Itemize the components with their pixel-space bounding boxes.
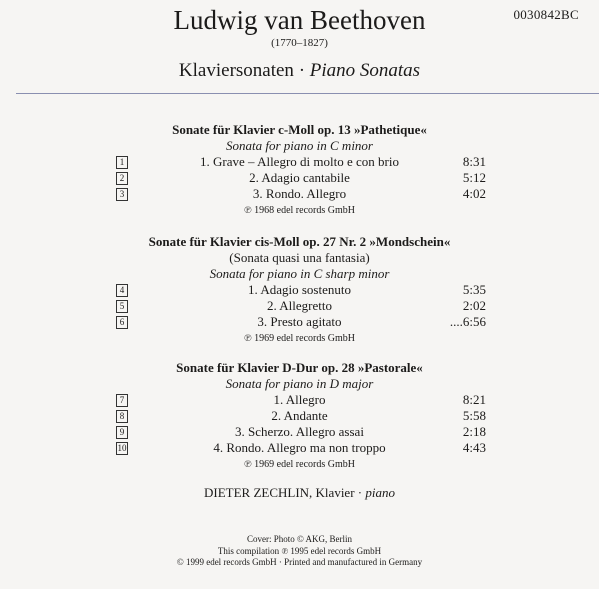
track-number-box: 3 bbox=[116, 188, 128, 201]
compilation-credit: This compilation ℗ 1995 edel records GmbH bbox=[217, 545, 382, 556]
sonata-english-title: Sonata for piano in C sharp minor bbox=[209, 266, 390, 281]
sonata-block-2 bbox=[0, 234, 599, 345]
track-number-box: 5 bbox=[116, 300, 128, 313]
track-name: 1. Grave – Allegro di molto e con brio bbox=[200, 154, 399, 169]
performer-credit bbox=[0, 485, 599, 501]
album-subtitle bbox=[0, 60, 599, 82]
track-name: 1. Allegro bbox=[273, 392, 326, 407]
manufacturing-credit: © 1999 edel records GmbH · Printed and manufactured in Germany bbox=[176, 557, 423, 567]
track-number-box: 8 bbox=[116, 410, 128, 423]
track-name: 3. Scherzo. Allegro assai bbox=[235, 424, 364, 439]
track-name: 2. Andante bbox=[271, 408, 328, 423]
track-duration: ....6:56 bbox=[449, 314, 486, 329]
composer-dates: (1770–1827) bbox=[271, 37, 328, 49]
track-duration: 5:12 bbox=[462, 170, 486, 185]
track-number-box: 2 bbox=[116, 172, 128, 185]
phonogram-copyright: ℗ 1969 edel records GmbH bbox=[244, 459, 355, 470]
subtitle-german: Klaviersonaten bbox=[178, 60, 294, 81]
sonata-title: Sonate für Klavier cis-Moll op. 27 Nr. 2 »Mondschein« bbox=[148, 234, 451, 249]
track-row bbox=[0, 170, 599, 186]
track-row bbox=[0, 298, 599, 314]
track-name: 3. Rondo. Allegro bbox=[252, 186, 347, 201]
track-name: 4. Rondo. Allegro ma non troppo bbox=[213, 440, 386, 455]
track-name: 3. Presto agitato bbox=[257, 314, 342, 329]
track-duration: 8:21 bbox=[462, 392, 486, 407]
track-row bbox=[0, 392, 599, 408]
composer-name: Ludwig van Beethoven bbox=[173, 5, 426, 35]
performer-name: DIETER ZECHLIN, Klavier bbox=[203, 485, 355, 500]
track-number-box: 10 bbox=[117, 443, 127, 453]
sonata-note: (Sonata quasi una fantasia) bbox=[229, 250, 370, 265]
performer-instrument: piano bbox=[365, 485, 395, 500]
track-number-box: 4 bbox=[116, 284, 128, 297]
sonata-title: Sonate für Klavier D-Dur op. 28 »Pastorale« bbox=[176, 360, 423, 375]
sonata-english-title: Sonata for piano in C minor bbox=[226, 138, 373, 153]
track-row bbox=[0, 186, 599, 202]
cover-photo-credit: Cover: Photo © AKG, Berlin bbox=[246, 534, 353, 544]
sonata-block-1 bbox=[0, 122, 599, 217]
sonata-title: Sonate für Klavier c-Moll op. 13 »Pathetique« bbox=[172, 122, 427, 137]
phonogram-copyright: ℗ 1969 edel records GmbH bbox=[244, 333, 355, 344]
track-number-box: 9 bbox=[116, 426, 128, 439]
track-duration: 5:58 bbox=[462, 408, 486, 423]
catalog-number: 0030842BC bbox=[513, 7, 579, 22]
track-duration: 4:02 bbox=[462, 186, 486, 201]
track-row bbox=[0, 440, 599, 456]
track-duration: 5:35 bbox=[462, 282, 486, 297]
track-number-box: 1 bbox=[116, 156, 128, 169]
track-row bbox=[0, 282, 599, 298]
track-row bbox=[0, 424, 599, 440]
sonata-block-3 bbox=[0, 360, 599, 471]
track-duration: 4:43 bbox=[462, 440, 486, 455]
subtitle-english: Piano Sonatas bbox=[309, 60, 421, 81]
phonogram-copyright: ℗ 1968 edel records GmbH bbox=[244, 205, 355, 216]
track-name: 1. Adagio sostenuto bbox=[248, 282, 351, 297]
track-row bbox=[0, 408, 599, 424]
track-number-box: 6 bbox=[116, 316, 128, 329]
track-name: 2. Allegretto bbox=[267, 298, 332, 313]
subtitle-separator: · bbox=[293, 60, 310, 81]
header-divider bbox=[16, 93, 599, 94]
track-name: 2. Adagio cantabile bbox=[249, 170, 350, 185]
track-number-box: 7 bbox=[116, 394, 128, 407]
credits-block bbox=[0, 534, 599, 569]
performer-separator: · bbox=[354, 485, 366, 500]
track-duration: 8:31 bbox=[462, 154, 486, 169]
track-row bbox=[0, 154, 599, 170]
track-row bbox=[0, 314, 599, 330]
track-duration: 2:02 bbox=[462, 298, 486, 313]
track-duration: 2:18 bbox=[462, 424, 486, 439]
sonata-english-title: Sonata for piano in D major bbox=[225, 376, 374, 391]
